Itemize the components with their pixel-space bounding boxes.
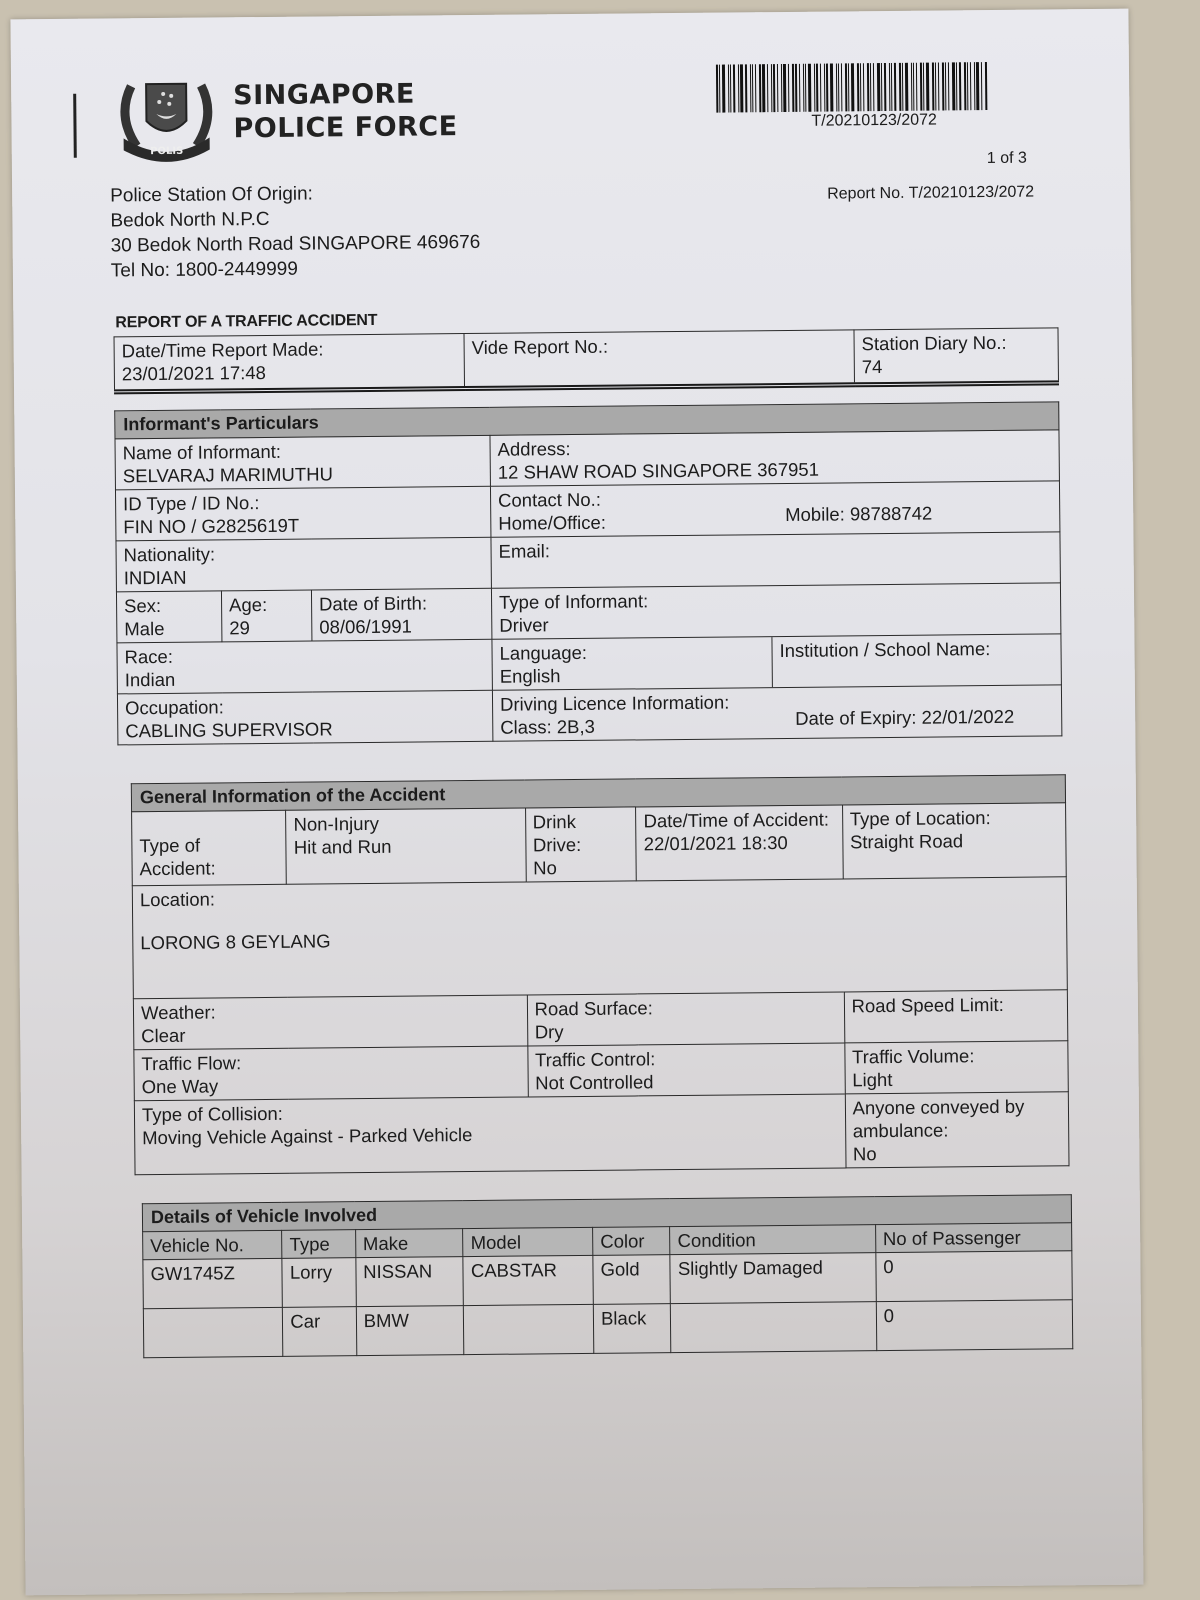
vehicle-cell (143, 1307, 283, 1357)
location-type-cell (842, 803, 1066, 879)
informant-race-cell (117, 639, 492, 694)
vehicles-table (142, 1194, 1073, 1358)
weather-label: Weather: (140, 1001, 216, 1024)
barcode-bar (923, 63, 924, 111)
barcode-bar (877, 63, 880, 111)
brand-line-1: SINGAPORE (233, 78, 415, 112)
informant-occupation-value: CABLING SUPERVISOR (125, 718, 333, 742)
road-surface-value: Dry (534, 1021, 564, 1043)
barcode-bar (841, 63, 842, 111)
barcode-bar (820, 64, 821, 112)
barcode-bar (830, 64, 833, 112)
informant-sex-cell (116, 591, 221, 643)
crest-text: POLIS (150, 145, 184, 158)
collision-type-label: Type of Collision: (141, 1102, 283, 1126)
road-surface-cell (527, 992, 845, 1046)
traffic-flow-label: Traffic Flow: (141, 1052, 242, 1075)
informant-language-cell (492, 637, 772, 690)
informant-address-value: 12 SHAW ROAD SINGAPORE 367951 (497, 458, 820, 483)
vehicles-section-header: Details of Vehicle Involved (142, 1195, 1071, 1232)
barcode-bar (891, 63, 892, 111)
accident-type-label-cell (132, 810, 287, 885)
report-barcode (716, 61, 1046, 112)
barcode-bar (916, 63, 917, 111)
barcode-bar (967, 62, 968, 110)
informant-language-institution-cell (492, 634, 1061, 690)
informant-dob-cell (311, 588, 491, 641)
report-datetime-label: Date/Time Report Made: (121, 338, 324, 362)
barcode-bar (788, 64, 789, 112)
vehicle-row (143, 1251, 1072, 1309)
informant-race-value: Indian (124, 668, 176, 691)
vehicle-cell: Lorry (282, 1258, 356, 1308)
vehicle-cell: NISSAN (356, 1257, 464, 1307)
vehicle-cell: Black (593, 1304, 671, 1354)
barcode-bar (956, 62, 957, 110)
informant-address-label: Address: (497, 438, 571, 460)
brand-name (233, 77, 458, 145)
informant-name-label: Name of Informant: (122, 440, 282, 464)
barcode-bar (722, 65, 725, 113)
vehicle-cell: 0 (876, 1300, 1073, 1351)
barcode-bar (905, 63, 908, 111)
traffic-volume-value: Light (852, 1068, 893, 1091)
informant-nationality-cell (116, 537, 491, 592)
accident-datetime-value: 22/01/2021 18:30 (643, 831, 788, 855)
informant-contact-cell (490, 481, 1059, 537)
report-datetime-value: 23/01/2021 17:48 (121, 361, 266, 385)
barcode-bar (976, 62, 979, 110)
informant-sex-label: Sex: (123, 594, 162, 617)
barcode-bar (948, 62, 949, 110)
traffic-flow-cell (134, 1046, 528, 1101)
barcode-bar (740, 64, 743, 112)
informant-occupation-cell (117, 690, 492, 745)
informant-nationality-value: INDIAN (123, 566, 187, 589)
barcode-bar (816, 64, 818, 112)
vehicle-cell: GW1745Z (143, 1258, 283, 1308)
traffic-control-label: Traffic Control: (534, 1048, 656, 1071)
report-paper (10, 9, 1143, 1596)
informant-dob-value: 08/06/1991 (319, 615, 412, 638)
barcode-bar (902, 63, 903, 111)
barcode-bar (860, 63, 861, 111)
informant-age-value: 29 (229, 617, 250, 639)
station-diary-value: 74 (861, 356, 883, 378)
informant-language-label: Language: (499, 641, 588, 664)
barcode-bar (805, 64, 806, 112)
accident-type-value-cell (286, 808, 526, 884)
informant-email-cell (491, 532, 1060, 588)
barcode-bar (881, 63, 882, 111)
informant-institution-label: Institution / School Name: (779, 638, 991, 662)
barcode-bar (894, 63, 896, 111)
informant-licence-label: Driving Licence Information: (499, 691, 730, 715)
drink-drive-label: Drink Drive: (532, 811, 582, 856)
informant-age-cell (221, 590, 311, 642)
speed-limit-label: Road Speed Limit: (851, 993, 1004, 1017)
barcode-bar (783, 64, 786, 112)
vehicle-cell (671, 1302, 877, 1353)
informant-id-label: ID Type / ID No.: (123, 492, 260, 515)
barcode-bar (870, 63, 871, 111)
barcode-bar (773, 64, 775, 112)
barcode-bar (755, 64, 756, 112)
location-label: Location: (139, 888, 216, 911)
report-number: Report No. T/20210123/2072 (827, 183, 1035, 203)
barcode-bar (767, 64, 768, 112)
barcode-bar (959, 62, 961, 110)
vehicle-row (143, 1300, 1072, 1358)
vehicles-column-header: Color (593, 1227, 671, 1256)
drink-drive-value: No (533, 857, 557, 879)
vehicle-cell: CABSTAR (463, 1255, 593, 1305)
accident-table (131, 774, 1070, 1175)
barcode-bar (826, 64, 828, 112)
report-datetime-cell (114, 334, 465, 392)
barcode-bar (848, 63, 849, 111)
barcode-bar (945, 62, 946, 110)
informant-id-cell (115, 486, 490, 541)
barcode-bar (938, 62, 939, 110)
ambulance-value: No (852, 1143, 877, 1165)
vehicle-cell: Gold (593, 1255, 671, 1305)
weather-value: Clear (141, 1024, 186, 1047)
informant-name-cell (115, 435, 490, 490)
traffic-volume-label: Traffic Volume: (851, 1045, 975, 1068)
barcode-bar (913, 63, 914, 111)
barcode-bar (799, 64, 800, 112)
barcode-bar (762, 64, 765, 112)
location-type-label: Type of Location: (849, 807, 991, 830)
police-crest-logo (111, 65, 222, 166)
informant-type-cell (491, 583, 1060, 639)
station-diary-cell (854, 328, 1059, 385)
barcode-bar (970, 62, 971, 110)
barcode-bar (719, 65, 720, 113)
speed-limit-cell (844, 990, 1068, 1043)
informant-email-label: Email: (498, 540, 551, 562)
vehicle-cell: Slightly Damaged (670, 1253, 876, 1304)
accident-datetime-label: Date/Time of Accident: (643, 808, 830, 832)
informant-nationality-label: Nationality: (123, 543, 216, 566)
traffic-volume-cell (844, 1041, 1068, 1094)
barcode-bar (851, 63, 854, 111)
origin-station: Bedok North N.P.C (110, 208, 270, 232)
accident-section-header: General Information of the Accident (131, 775, 1065, 812)
informant-type-label: Type of Informant: (498, 590, 649, 613)
barcode-bar (985, 62, 987, 110)
barcode-bar (777, 64, 778, 112)
vehicle-cell: BMW (356, 1306, 464, 1356)
informant-licence-class: Class: 2B,3 (500, 715, 595, 738)
barcode-bar (873, 63, 874, 111)
station-diary-label: Station Diary No.: (861, 331, 1007, 355)
vehicles-column-header: Model (463, 1227, 593, 1256)
informant-name-value: SELVARAJ MARIMUTHU (122, 463, 333, 487)
informant-occupation-label: Occupation: (124, 696, 224, 719)
informant-address-cell (490, 430, 1059, 486)
traffic-flow-value: One Way (141, 1075, 219, 1098)
accident-type-value-1: Non-Injury (293, 812, 380, 835)
collision-type-value: Moving Vehicle Against - Parked Vehicle (142, 1124, 473, 1149)
drink-drive-cell (525, 807, 637, 882)
station-of-origin (110, 180, 481, 284)
vehicles-column-header: Make (355, 1229, 463, 1258)
vide-report-label: Vide Report No.: (471, 335, 609, 358)
barcode-bar (935, 63, 936, 111)
traffic-control-value: Not Controlled (535, 1071, 654, 1094)
informant-section-header: Informant's Particulars (115, 402, 1059, 439)
ambulance-cell (845, 1092, 1069, 1168)
weather-cell (133, 995, 527, 1050)
road-surface-label: Road Surface: (534, 997, 653, 1020)
accident-datetime-cell (636, 805, 843, 881)
barcode-bar (752, 64, 753, 112)
ambulance-label: Anyone conveyed by ambulance: (852, 1095, 1025, 1142)
accident-type-label: Type of Accident: (139, 834, 216, 880)
vehicles-column-header: Condition (670, 1225, 876, 1255)
informant-race-label: Race: (124, 645, 174, 668)
vehicle-cell: 0 (876, 1251, 1073, 1302)
origin-label: Police Station Of Origin: (110, 183, 314, 207)
informant-language-value: English (499, 665, 561, 687)
collision-type-cell (134, 1094, 845, 1175)
informant-dob-label: Date of Birth: (318, 592, 428, 615)
barcode-text: T/20210123/2072 (811, 111, 938, 130)
informant-home-label: Home/Office: (498, 511, 607, 534)
location-type-value: Straight Road (849, 830, 964, 853)
vide-report-cell (464, 330, 855, 389)
origin-tel: Tel No: 1800-2449999 (110, 258, 298, 282)
vehicle-cell (464, 1304, 594, 1354)
informant-licence-expiry: Date of Expiry: 22/01/2022 (795, 705, 1015, 729)
barcode-bar (926, 63, 929, 111)
location-cell (132, 877, 1067, 999)
vehicles-column-header: Type (282, 1230, 356, 1259)
barcode-bar (730, 64, 731, 112)
barcode-bar (838, 63, 839, 111)
informant-mobile: Mobile: 98788742 (785, 502, 933, 525)
origin-address: 30 Bedok North Road SINGAPORE 469676 (110, 231, 481, 257)
page-indicator: 1 of 3 (986, 149, 1027, 168)
traffic-control-cell (527, 1043, 845, 1097)
barcode-bar (981, 62, 982, 110)
vehicles-column-header: Vehicle No. (143, 1230, 283, 1259)
barcode-bar (795, 64, 797, 112)
location-value: LORONG 8 GEYLANG (140, 930, 331, 954)
informant-contact-label: Contact No.: (497, 488, 602, 511)
barcode-bar (808, 64, 811, 112)
informant-sex-value: Male (124, 617, 165, 640)
vehicle-cell: Car (283, 1307, 357, 1357)
report-header-table (114, 327, 1060, 394)
barcode-bar (952, 62, 955, 110)
informant-licence-cell (492, 685, 1061, 741)
informant-institution-cell (772, 635, 997, 687)
informant-type-value: Driver (499, 614, 549, 636)
vehicles-column-header: No of Passenger (875, 1223, 1071, 1253)
barcode-bar (745, 64, 747, 112)
barcode-bar (733, 64, 735, 112)
informant-id-value: FIN NO / G2825619T (123, 514, 300, 538)
margin-mark (73, 94, 77, 158)
informant-table (114, 401, 1062, 745)
brand-line-2: POLICE FORCE (233, 111, 458, 145)
informant-age-label: Age: (228, 593, 268, 616)
document-title: REPORT OF A TRAFFIC ACCIDENT (115, 311, 378, 332)
barcode-bar (884, 63, 886, 111)
accident-type-value-2: Hit and Run (293, 835, 392, 858)
barcode-bar (863, 63, 864, 111)
